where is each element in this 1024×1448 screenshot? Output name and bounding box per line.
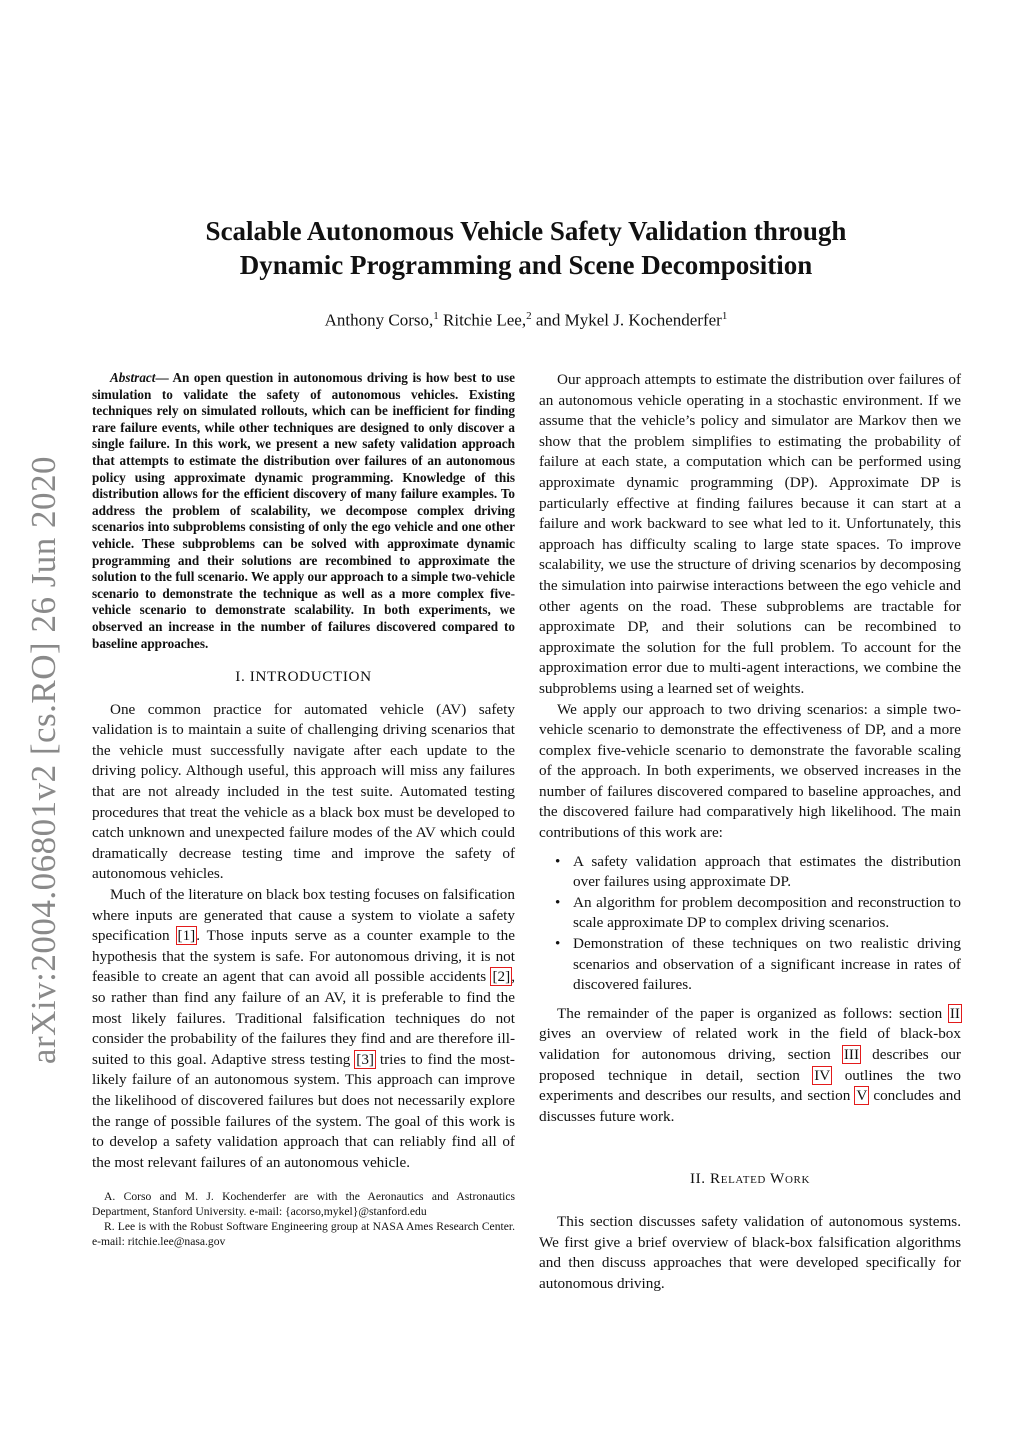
text-run: . Those inputs serve as a counter example to the hypothesis that the system is safe. For autonomous driving, it is not feasible to create an agent that can avoid all possible accidents	[92, 927, 516, 986]
section-link[interactable]: III	[843, 1046, 860, 1063]
paragraph: We apply our approach to two driving scenarios: a simple two-vehicle scenario to demonstrate the effectiveness of DP, and a more complex five-vehicle scenario to demonstrate the favorable scaling of the approach. In both experiments, we observed increases in the number of failures discovered compared to baseline approaches, and the discovered failure had comparatively high likelihood. The main contributions of this work are:	[539, 700, 961, 842]
author-list	[120, 310, 932, 331]
text-run: concludes and discusses future work.	[539, 1087, 961, 1125]
citation-link[interactable]: [1]	[177, 927, 196, 945]
left-column	[92, 370, 515, 1249]
right-column	[539, 370, 961, 1294]
list-item: • A safety validation approach that estimates the distribution over failures using approximate DP.	[573, 852, 961, 893]
contribution-list	[539, 852, 961, 996]
paragraph: Our approach attempts to estimate the distribution over failures of an autonomous vehicle operating in a stochastic environment. If we assume that the vehicle’s policy and simulator are Markov then we show that the problem simplifies to estimating the probability of failure at each state, a computation which can be performed using approximate dynamic programming (DP). Approximate DP is particularly effective at finding failures because it can start at a failure and work backward to see what led to it. Unfortunately, this approach has difficulty scaling to large state spaces. To improve scalability, we use the structure of driving scenarios by decomposing the simulation into pairwise interactions between the ego vehicle and other agents on the road. These subproblems are tractable for approximate DP, and their solutions can be recombined to approximate the solution for the full problem. To account for the approximation error due to multi-agent interactions, we combine the subproblems using a learned set of weights.	[539, 371, 961, 697]
author-name: Ritchie Lee,	[443, 310, 527, 330]
author-affiliation-mark: 1	[433, 310, 439, 322]
section-link[interactable]: IV	[814, 1066, 831, 1084]
abstract-text: An open question in autonomous driving is how best to use simulation to validate the safety of autonomous vehicles. Existing techniques rely on simulated rollouts, which can be inefficient for finding rare failure events, while other techniques are designed to only discover a single failure. In this work, we present a new safety validation approach that attempts to estimate the distribution over failures of an autonomous policy using approximate dynamic programming. Knowledge of this distribution allows for the efficient discovery of many failure examples. To address the problem of scalability, we decompose complex driving scenarios into subproblems consisting of only the ego vehicle and one other vehicle. These subproblems can be solved with approximate dynamic programming and their solutions are recombined to approximate the solution to the full scenario. We apply our approach to a simple two-vehicle scenario to demonstrate the technique as well as a more complex five-vehicle scenario to demonstrate scalability. In both experiments, we observed an increase in the number of failures discovered compared to baseline approaches.	[92, 370, 516, 651]
citation-link[interactable]: [3]	[356, 1050, 374, 1068]
text-run: tries to find the most-likely failure of an autonomous system. This approach can improve the likelihood of discovered failures but does not necessarily explore the range of possible failures of the system. The goal of this work is to develop a safety validation approach that can reliably find all of the most relevant failures of an autonomous vehicle.	[92, 1050, 515, 1171]
abstract	[92, 370, 515, 652]
paragraph	[92, 885, 515, 1173]
author-name: and Mykel J. Kochenderfer	[535, 310, 722, 330]
arxiv-sidebar-stamp	[14, 455, 74, 1065]
author-affiliation-mark: 1	[721, 310, 728, 322]
citation-link[interactable]: [2]	[492, 968, 511, 986]
section-link[interactable]: V	[856, 1087, 868, 1105]
title-line-1: Scalable Autonomous Vehicle Safety Validation through	[205, 216, 847, 246]
text-run: describes our proposed technique in detail, section	[539, 1046, 961, 1084]
text-run: The remainder of the paper is organized as follows: section	[557, 1004, 949, 1022]
list-item: • Demonstration of these techniques on two realistic driving scenarios and observation of a significant increase in rates of discovered failures.	[573, 934, 961, 996]
footnote: R. Lee is with the Robust Software Engineering group at NASA Ames Research Center. e-mail: ritchie.lee@nasa.gov	[92, 1220, 515, 1249]
list-item: • An algorithm for problem decomposition and reconstruction to scale approximate DP to complex driving scenarios.	[573, 893, 961, 934]
paper-title	[120, 214, 932, 282]
section-heading-related-work: II. Related Work	[689, 1170, 811, 1188]
abstract-dash: —	[155, 370, 173, 385]
section-heading-introduction: I. INTRODUCTION	[235, 668, 372, 686]
text-run: gives an overview of related work in the field of black-box validation for autonomous driving, section	[539, 1025, 961, 1063]
author-affiliation-mark: 2	[526, 310, 532, 322]
footnote: A. Corso and M. J. Kochenderfer are with the Aeronautics and Astronautics Department, Stanford University. e-mail: {acorso,mykel}@stanford.edu	[92, 1190, 515, 1219]
paragraph	[539, 1004, 961, 1128]
paragraph: One common practice for automated vehicle (AV) safety validation is to maintain a suite of challenging driving scenarios that the vehicle must successfully navigate after each update to the driving policy. Although useful, this approach will miss any failures that are not already included in the test suite. Automated testing procedures that treat the vehicle as a black box must be developed to catch unknown and unexpected failure modes of the AV which could dramatically decrease testing time and improve the safety of autonomous vehicles.	[92, 700, 515, 883]
footnotes	[92, 1189, 515, 1249]
text-run: , so rather than find any failure of an AV, it is preferable to find the most likely failures. Traditional falsification techniques do not consider the probability of the failures they find and are therefore ill-suited to this goal. Adaptive stress testing	[92, 968, 515, 1068]
text-run: Much of the literature on black box testing focuses on falsification where inputs are generated that cause a system to violate a safety specification	[92, 886, 515, 945]
abstract-label: Abstract	[110, 370, 156, 385]
title-line-2: Dynamic Programming and Scene Decomposition	[239, 250, 813, 280]
text-run: outlines the two experiments and describes our results, and section	[539, 1066, 962, 1105]
section-link[interactable]: II	[949, 1004, 960, 1022]
author-name: Anthony Corso,	[324, 310, 434, 330]
arxiv-id: arXiv:2004.06801v2 [cs.RO] 26 Jun 2020	[24, 455, 63, 1065]
paragraph: This section discusses safety validation of autonomous systems. We first give a brief overview of black-box falsification algorithms and then discuss approaches that were developed specifically for autonomous driving.	[539, 1212, 961, 1292]
